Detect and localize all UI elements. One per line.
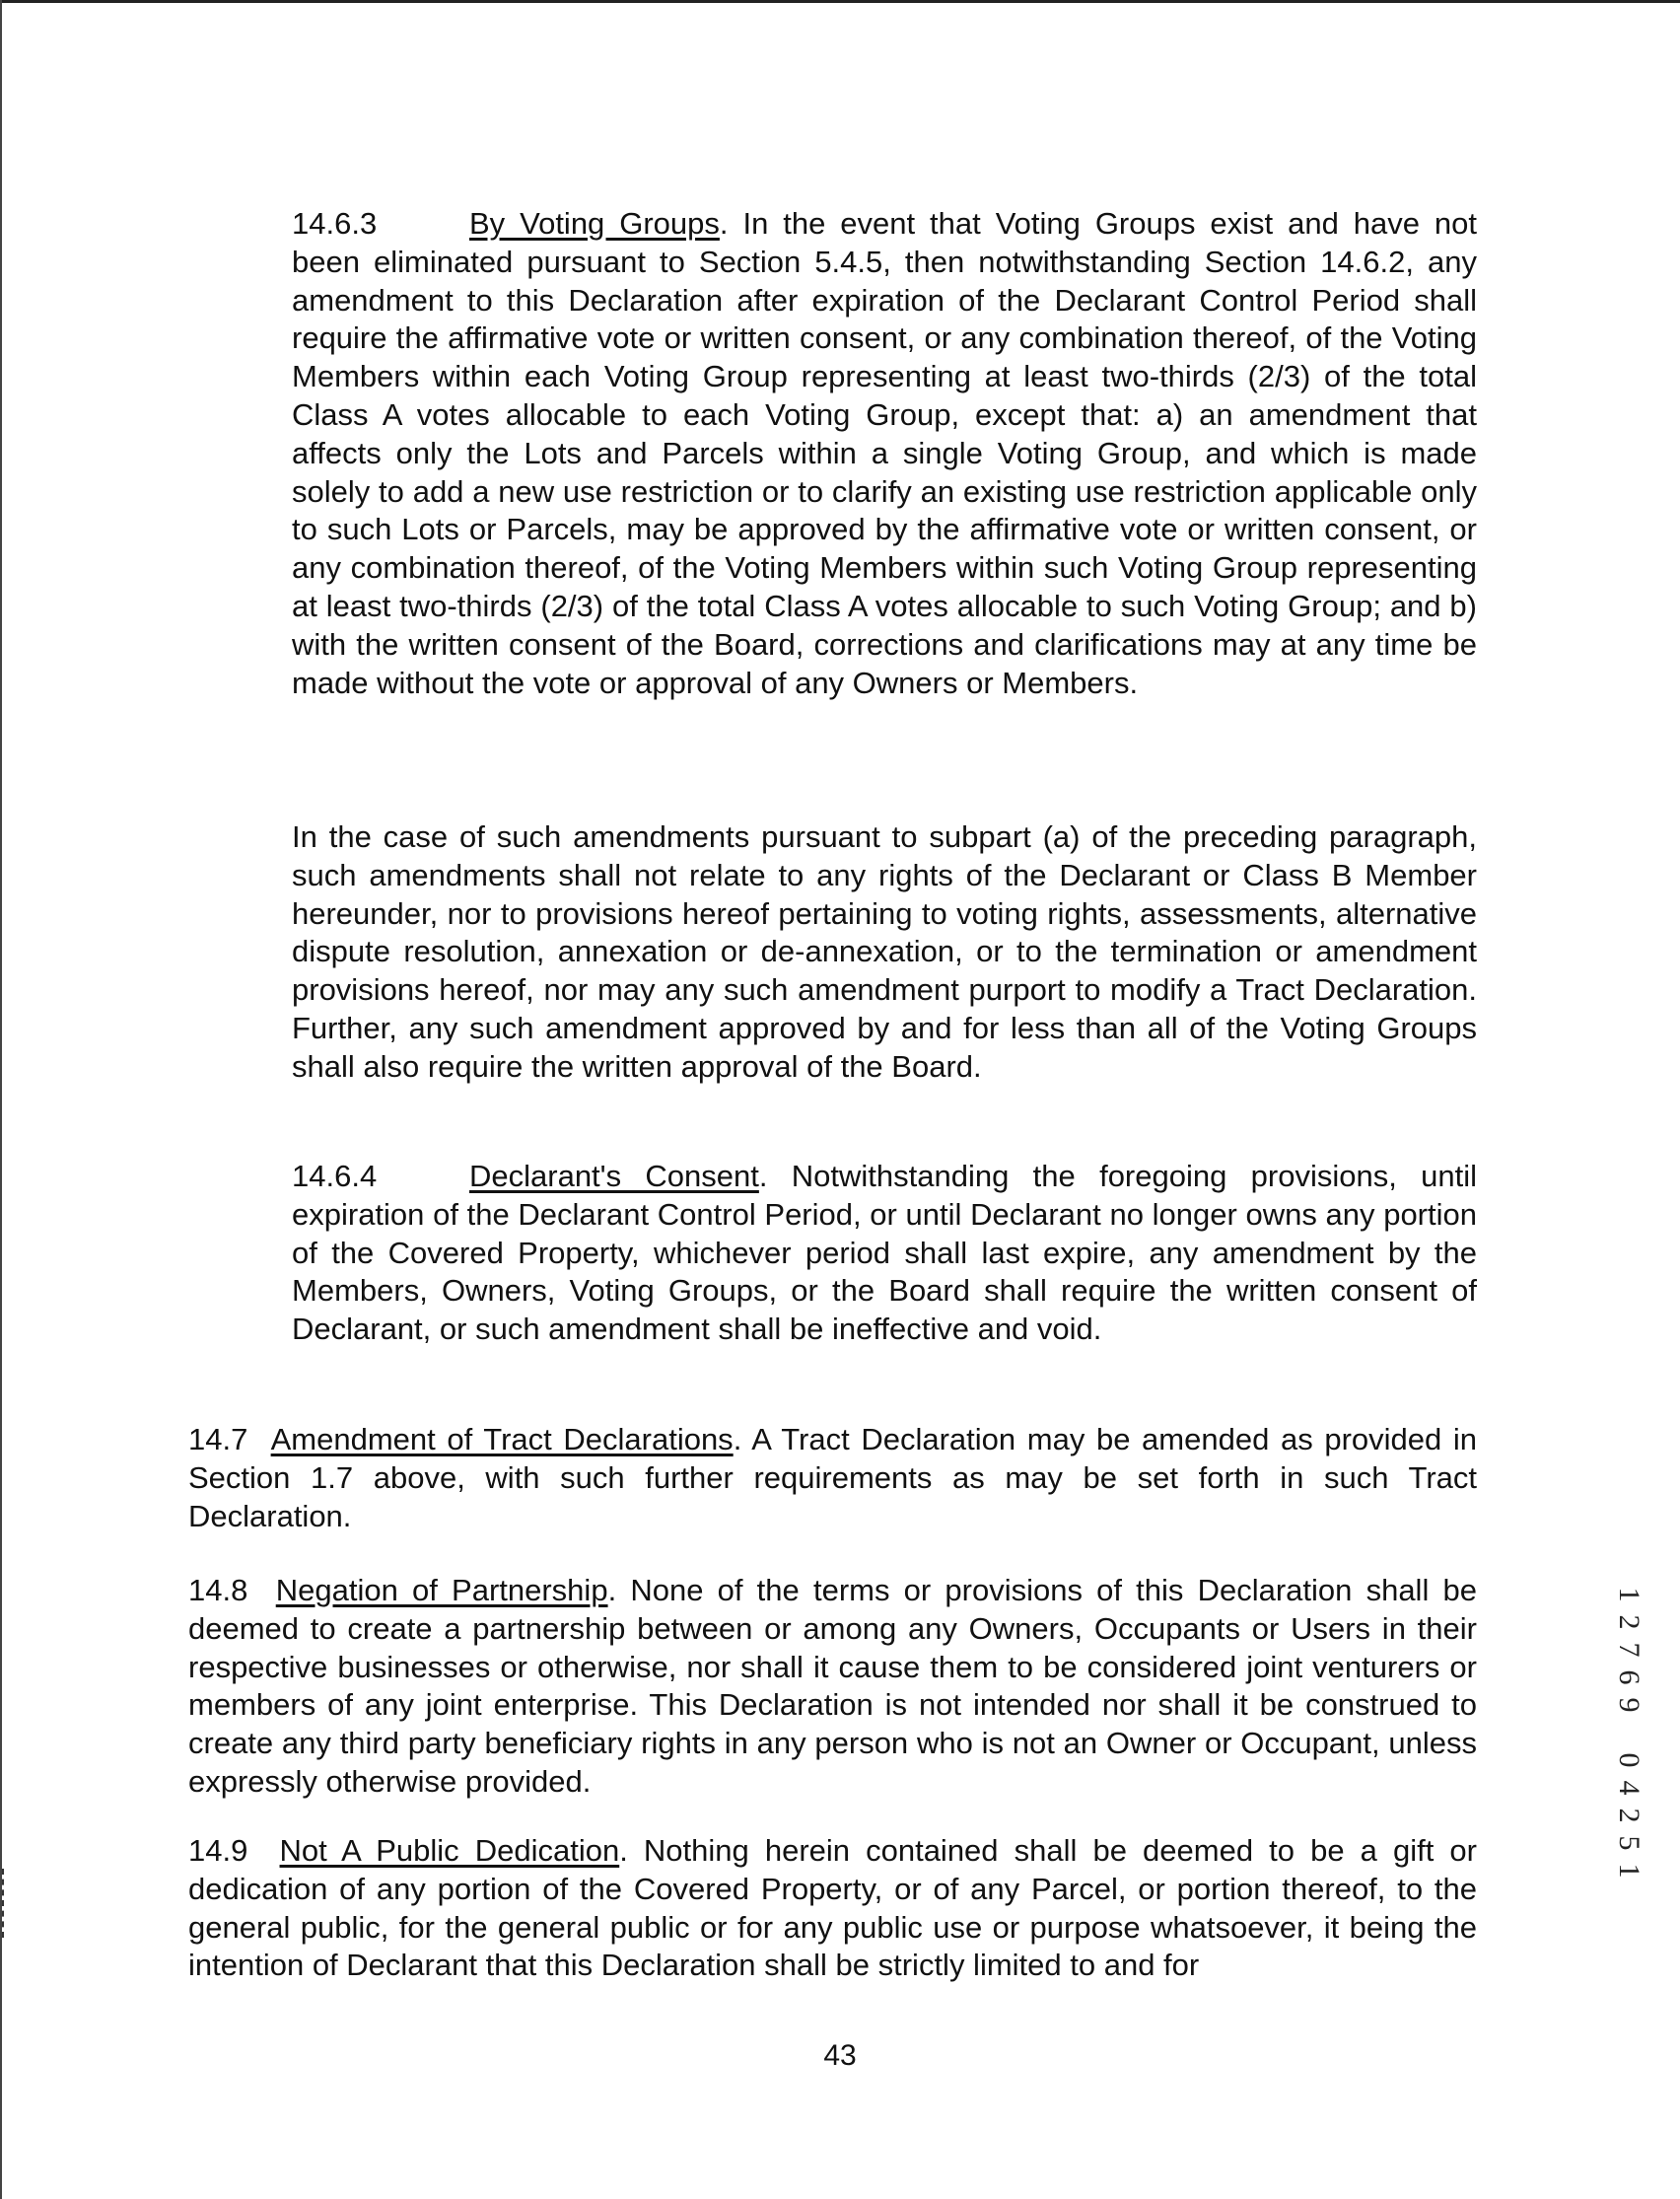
section-14-8 (188, 1572, 1477, 1802)
scan-margin-mark (2, 1869, 6, 1938)
section-heading: Not A Public Dedication (279, 1833, 620, 1868)
stamp-digit: 7 (1613, 1642, 1645, 1658)
section-heading: Amendment of Tract Declarations (270, 1422, 734, 1456)
stamp-digit: 1 (1613, 1587, 1645, 1602)
stamp-digit: 0 (1613, 1752, 1645, 1768)
stamp-digit: 2 (1613, 1808, 1645, 1823)
section-14-7 (188, 1421, 1477, 1535)
section-number: 14.8 (188, 1573, 248, 1607)
page-number: 43 (823, 2039, 857, 2072)
section-body: In the case of such amendments pursuant to subpart (a) of the preceding paragraph, such amendments shall not relate to any rights of the Declarant or Class B Member hereunder, nor to provisions hereof pertaining to voting rights, assessments, alternative dispute resolution, annexation or de-annexation, or to the termination or amendment provisions hereof, nor may any such amendment purport to modify a Tract Declaration. Further, any such amendment approved by and for less than all of the Voting Groups shall also require the written approval of the Board. (292, 819, 1477, 1084)
section-body: . None of the terms or provisions of this Declaration shall be deemed to create a partnership between or among any Owners, Occupants or Users in their respective businesses or otherwise, nor shall it cause them to be considered joint venturers or members of any joint enterprise. This Declaration is not intended nor shall it be construed to create any third party beneficiary rights in any person who is not an Owner or Occupant, unless expressly otherwise provided. (188, 1573, 1477, 1799)
section-number: 14.6.3 (292, 206, 378, 241)
recording-stamp (1609, 1581, 1648, 1884)
section-number: 14.6.4 (292, 1159, 378, 1193)
page-top-edge (0, 0, 1680, 3)
section-body: . Notwithstanding the foregoing provisions, until expiration of the Declarant Control Period, or until Declarant no longer owns any portion of the Covered Property, whichever period shall last expire, any amendment by the Members, Owners, Voting Groups, or the Board shall require the written consent of Declarant, or such amendment shall be ineffective and void. (292, 1159, 1478, 1347)
stamp-digit: 1 (1613, 1863, 1645, 1879)
section-14-6-3 (292, 205, 1477, 702)
stamp-digit: 2 (1613, 1614, 1645, 1630)
stamp-digit: 6 (1613, 1669, 1645, 1685)
stamp-digit: 9 (1613, 1697, 1645, 1713)
section-body: . A Tract Declaration may be amended as provided in Section 1.7 above, with such further requirements as may be set forth in such Tract Declaration. (188, 1422, 1477, 1533)
section-body: . Nothing herein contained shall be deemed to be a gift or dedication of any portion of the Covered Property, or of any Parcel, or portion thereof, to the general public, for the general public or for any public use or purpose whatsoever, it being the intention of Declarant that this Declaration shall be strictly limited to and for (188, 1833, 1477, 1983)
section-heading: Declarant's Consent (469, 1159, 759, 1193)
section-number: 14.9 (188, 1833, 248, 1868)
section-number: 14.7 (188, 1422, 248, 1456)
stamp-digit: 5 (1613, 1835, 1645, 1851)
section-14-6-3-continuation (292, 818, 1477, 1087)
section-14-6-4 (292, 1158, 1477, 1349)
section-body: . In the event that Voting Groups exist and have not been eliminated pursuant to Section 5.4.5, then notwithstanding Section 14.6.2, any amendment to this Declaration after expiration of the Declarant Control Period shall require the affirmative vote or written consent, or any combination thereof, of the Voting Members within each Voting Group representing at least two-thirds (2/3) of the total Class A votes allocable to each Voting Group, except that: a) an amendment that affects only the Lots and Parcels within a single Voting Group, and which is made solely to add a new use restriction or to clarify an existing use restriction applicable only to such Lots or Parcels, may be approved by the affirmative vote or written consent, or any combination thereof, of the Voting Members within such Voting Group representing at least two-thirds (2/3) of the total Class A votes allocable to such Voting Group; and b) with the written consent of the Board, corrections and clarifications may at any time be made without the vote or approval of any Owners or Members. (292, 206, 1478, 700)
stamp-digit: 4 (1613, 1780, 1645, 1796)
section-heading: Negation of Partnership (275, 1573, 608, 1607)
section-heading: By Voting Groups (469, 206, 720, 241)
section-14-9 (188, 1832, 1477, 1985)
